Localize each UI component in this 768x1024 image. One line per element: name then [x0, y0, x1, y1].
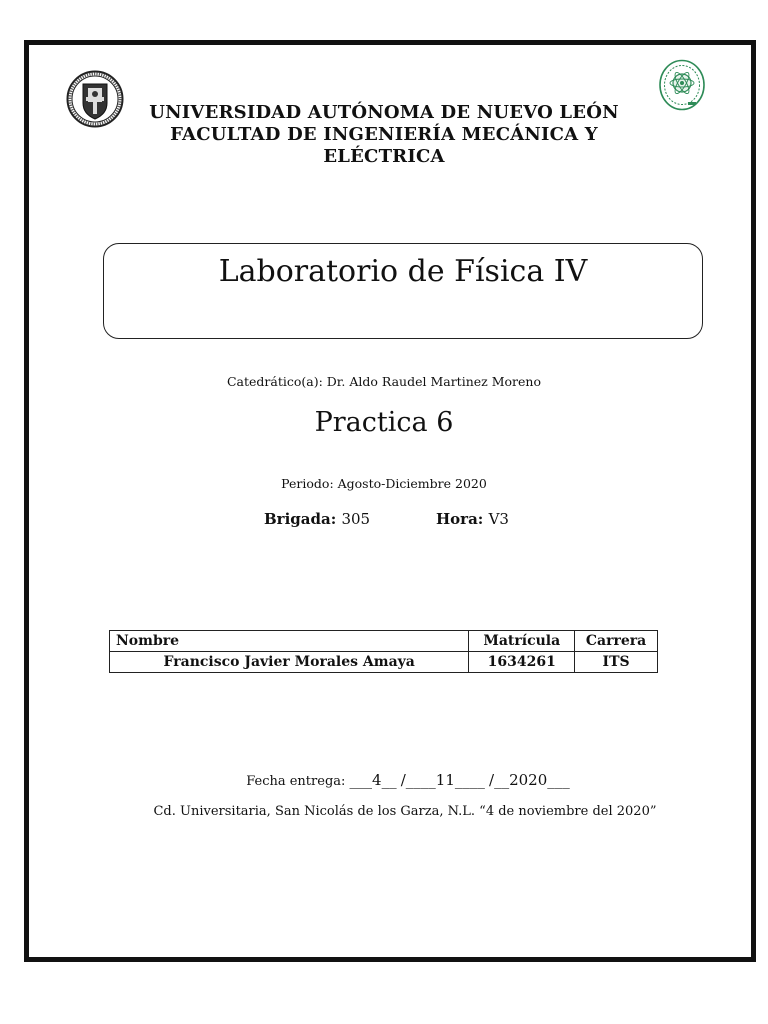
delivery-day: 4 [372, 771, 382, 789]
cell-carrera: ITS [575, 652, 658, 673]
uanl-seal-icon [66, 70, 124, 128]
delivery-date-label: Fecha entrega: [246, 774, 346, 789]
delivery-year: 2020 [509, 771, 548, 789]
date-separator: / [489, 771, 495, 789]
brigada-label: Brigada: [264, 510, 337, 528]
cell-matricula: 1634261 [469, 652, 575, 673]
university-heading [130, 102, 638, 168]
faculty-name-line2: ELÉCTRICA [323, 146, 445, 167]
faculty-name-line1: FACULTAD DE INGENIERÍA MECÁNICA Y [170, 124, 598, 145]
delivery-date-line: Fecha entrega: ___4__ /____11____ /__2020___ [246, 771, 570, 789]
fime-seal-icon [658, 58, 706, 112]
cell-nombre: Francisco Javier Morales Amaya [110, 652, 469, 673]
delivery-month: 11 [435, 771, 455, 789]
hora-label: Hora: [436, 510, 484, 528]
period-line: Periodo: Agosto-Diciembre 2020 [281, 476, 487, 491]
teacher-line: Catedrático(a): Dr. Aldo Raudel Martinez Moreno [226, 374, 541, 389]
course-title: Laboratorio de Física IV [218, 254, 588, 289]
place-and-date: Cd. Universitaria, San Nicolás de los Garza, N.L. “4 de noviembre del 2020” [153, 804, 657, 819]
table-header-row [110, 631, 658, 652]
header-carrera: Carrera [575, 631, 658, 652]
table-row [110, 652, 658, 673]
practice-title: Practica 6 [314, 407, 454, 438]
university-name: UNIVERSIDAD AUTÓNOMA DE NUEVO LEÓN [149, 102, 619, 123]
brigada-value: 305 [341, 510, 371, 528]
header-matricula: Matrícula [469, 631, 575, 652]
students-table [109, 630, 658, 673]
hora-value: V3 [488, 510, 509, 528]
hora-field [436, 510, 509, 528]
date-separator: / [400, 771, 406, 789]
header-nombre: Nombre [110, 631, 469, 652]
brigada-field [264, 510, 370, 528]
